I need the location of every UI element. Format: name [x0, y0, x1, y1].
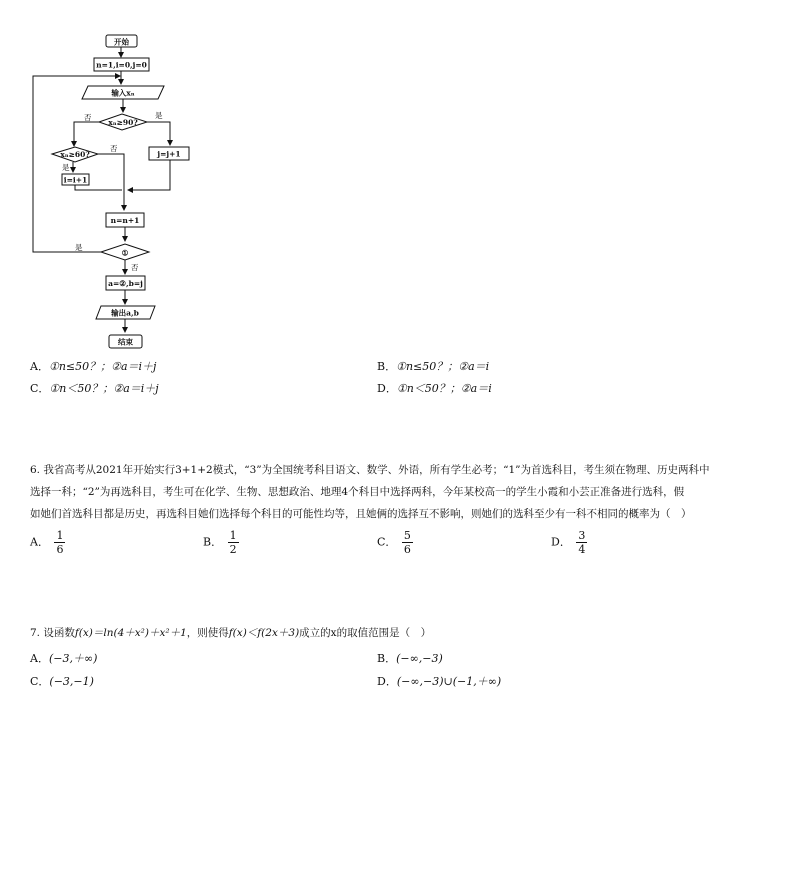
q7-option-d[interactable]: D．(−∞,−3)∪(−1,＋∞): [377, 675, 502, 688]
q6-line-1: 6. 我省高考从2021年开始实行3+1+2模式，“3”为全国统考科目语文、数学、外语，所有学生必考；“1”为首选科目，考生须在物理、历史两科中: [30, 464, 710, 476]
flow-start-label: 开始: [114, 37, 129, 47]
q7-stem: 7. 设函数f(x)＝ln(4＋x²)＋x²＋1，则使得f(x)＜f(2x＋3)成立的x的取值范围是（ ）: [30, 627, 432, 639]
flow-input-label: 输入xₙ: [111, 88, 135, 98]
flow-i-label: i=i+1: [63, 175, 88, 185]
q6-fraction-d: $\frac{3}{4}$: [578, 529, 586, 556]
flow-cond1-label: xₙ≥90?: [108, 118, 138, 127]
q7-option-c[interactable]: C．(−3,−1): [30, 675, 94, 688]
flow-output-label: 输出a,b: [111, 308, 139, 318]
flow-end-label: 结束: [118, 337, 133, 347]
q6-fraction-a: $\frac{1}{6}$: [56, 529, 64, 556]
flow-cond3-label: ①: [121, 248, 129, 258]
q6-option-d[interactable]: D． $\frac{3}{4}$: [551, 529, 586, 556]
flow-no-label-3: 否: [131, 263, 139, 272]
q7-inequality: f(x)＜f(2x＋3): [228, 627, 300, 639]
flow-n-label: n=n+1: [110, 216, 140, 225]
q7-option-a[interactable]: A．(−3,＋∞): [30, 652, 98, 665]
flow-assign-label: a=②,b=j: [108, 279, 143, 288]
q5-option-a[interactable]: A．①n≤50？；②a＝i＋j: [30, 360, 157, 373]
q6-line-3: 如她们首选科目都是历史，再选科目她们选择每个科目的可能性均等，且她俩的选择互不影响，则她们的选科至少有一科不相同的概率为（ ）: [30, 508, 692, 520]
q7-option-b[interactable]: B．(−∞,−3): [377, 652, 443, 665]
q6-option-c[interactable]: C． $\frac{5}{6}$: [377, 529, 411, 556]
flow-no-label-2: 否: [110, 144, 118, 153]
flow-no-label-1: 否: [84, 113, 92, 122]
q6-line-2: 选择一科；“2”为再选科目，考生可在化学、生物、思想政治、地理4个科目中选择两科，今年某校高一的学生小霞和小芸正准备进行选科，假: [30, 486, 685, 498]
q6-option-b[interactable]: B． $\frac{1}{2}$: [203, 529, 237, 556]
q6-fraction-b: $\frac{1}{2}$: [229, 529, 237, 556]
flow-yes-label-2: 是: [62, 163, 70, 172]
flow-cond2-label: xₙ≥60?: [60, 150, 90, 159]
q5-option-b[interactable]: B．①n≤50？；②a＝i: [377, 360, 490, 373]
q6-option-a[interactable]: A． $\frac{1}{6}$: [30, 529, 64, 556]
q6-fraction-c: $\frac{5}{6}$: [403, 529, 411, 556]
flow-j-label: j=j+1: [157, 149, 181, 159]
q5-option-d[interactable]: D．①n＜50？；②a＝i: [377, 382, 492, 395]
flow-yes-label-3: 是: [75, 243, 83, 252]
q7-function: f(x)＝ln(4＋x²)＋x²＋1: [74, 627, 187, 639]
flowchart: [0, 0, 200, 352]
flow-init-label: n=1,i=0,j=0: [96, 60, 147, 70]
flow-yes-label-1: 是: [155, 111, 163, 120]
q5-option-c[interactable]: C．①n＜50？；②a＝i＋j: [30, 382, 159, 395]
